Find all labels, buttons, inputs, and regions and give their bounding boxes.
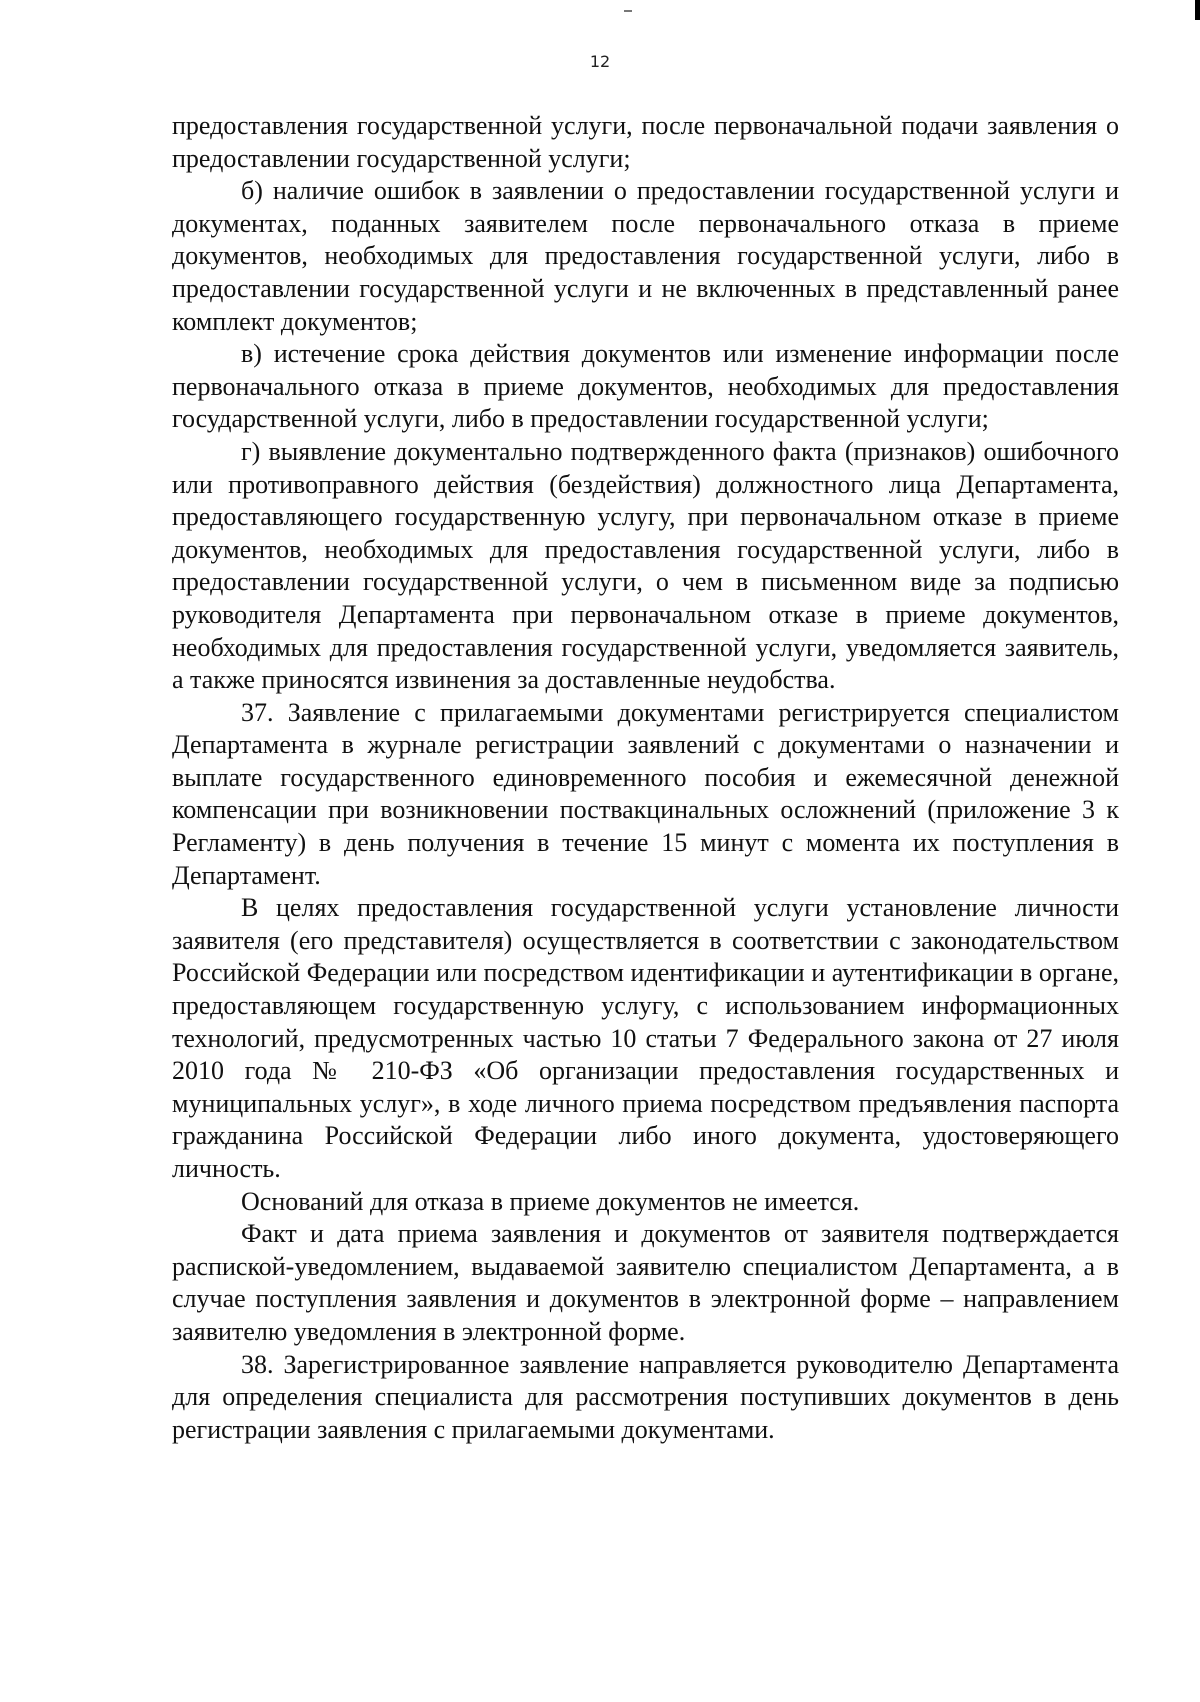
paragraph-item-b: б) наличие ошибок в заявлении о предоставлении государственной услуги и документах, поданных заявителем после первоначального отказа в приеме документов, необходимых для предоставления государственной услуги, либо в предоставлении государственной услуги и не включенных в представленный ранее комплект документов;: [172, 176, 1119, 336]
paragraph-continuation: предоставления государственной услуги, после первоначальной подачи заявления о предоставлении государственной услуги;: [172, 111, 1119, 173]
scan-artifact-mark: [1195, 0, 1200, 20]
paragraph-no-refusal: Оснований для отказа в приеме документов не имеется.: [241, 1186, 860, 1216]
paragraph-37: 37. Заявление с прилагаемыми документами регистрируется специалистом Департамента в журнале регистрации заявлений с документами о назначении и выплате государственного единовременного пособия и ежемесячной денежной компенсации при возникновении поствакцинальных осложнений (приложение 3 к Регламенту) в день получения в течение 15 минут с момента их поступления в Департамент.: [172, 697, 1119, 890]
page-number: 12: [589, 52, 611, 71]
document-body: [172, 110, 1119, 1446]
paragraph-item-g: г) выявление документально подтвержденного факта (признаков) ошибочного или противоправного действия (бездействия) должностного лица Департамента, предоставляющего государственную услугу, при первоначальном отказе в приеме документов, необходимых для предоставления государственной услуги, либо в предоставлении государственной услуги, о чем в письменном виде за подписью руководителя Департамента при первоначальном отказе в приеме документов, необходимых для предоставления государственной услуги, уведомляется заявитель, а также приносятся извинения за доставленные неудобства.: [172, 436, 1119, 695]
paragraph-identification: В целях предоставления государственной услуги установление личности заявителя (его представителя) осуществляется в соответствии с законодательством Российской Федерации или посредством идентификации и аутентификации в органе, предоставляющем государственную услугу, с использованием информационных технологий, предусмотренных частью 10 статьи 7 Федерального закона от 27 июля 2010 года № 210-ФЗ «Об организации предоставления государственных и муниципальных услуг», в ходе личного приема посредством предъявления паспорта гражданина Российской Федерации либо иного документа, удостоверяющего личность.: [172, 893, 1119, 1183]
paragraph-item-v: в) истечение срока действия документов или изменение информации после первоначального отказа в приеме документов, необходимых для предоставления государственной услуги, либо в предоставлении государственной услуги;: [172, 339, 1119, 434]
paragraph-38: 38. Зарегистрированное заявление направляется руководителю Департамента для определения специалиста для рассмотрения поступивших документов в день регистрации заявления с прилагаемыми документами.: [172, 1349, 1119, 1444]
scan-artifact-dot: [624, 10, 632, 12]
paragraph-receipt: Факт и дата приема заявления и документов от заявителя подтверждается распиской-уведомлением, выдаваемой заявителю специалистом Департамента, а в случае поступления заявления и документов в электронной форме – направлением заявителю уведомления в электронной форме.: [172, 1219, 1119, 1346]
